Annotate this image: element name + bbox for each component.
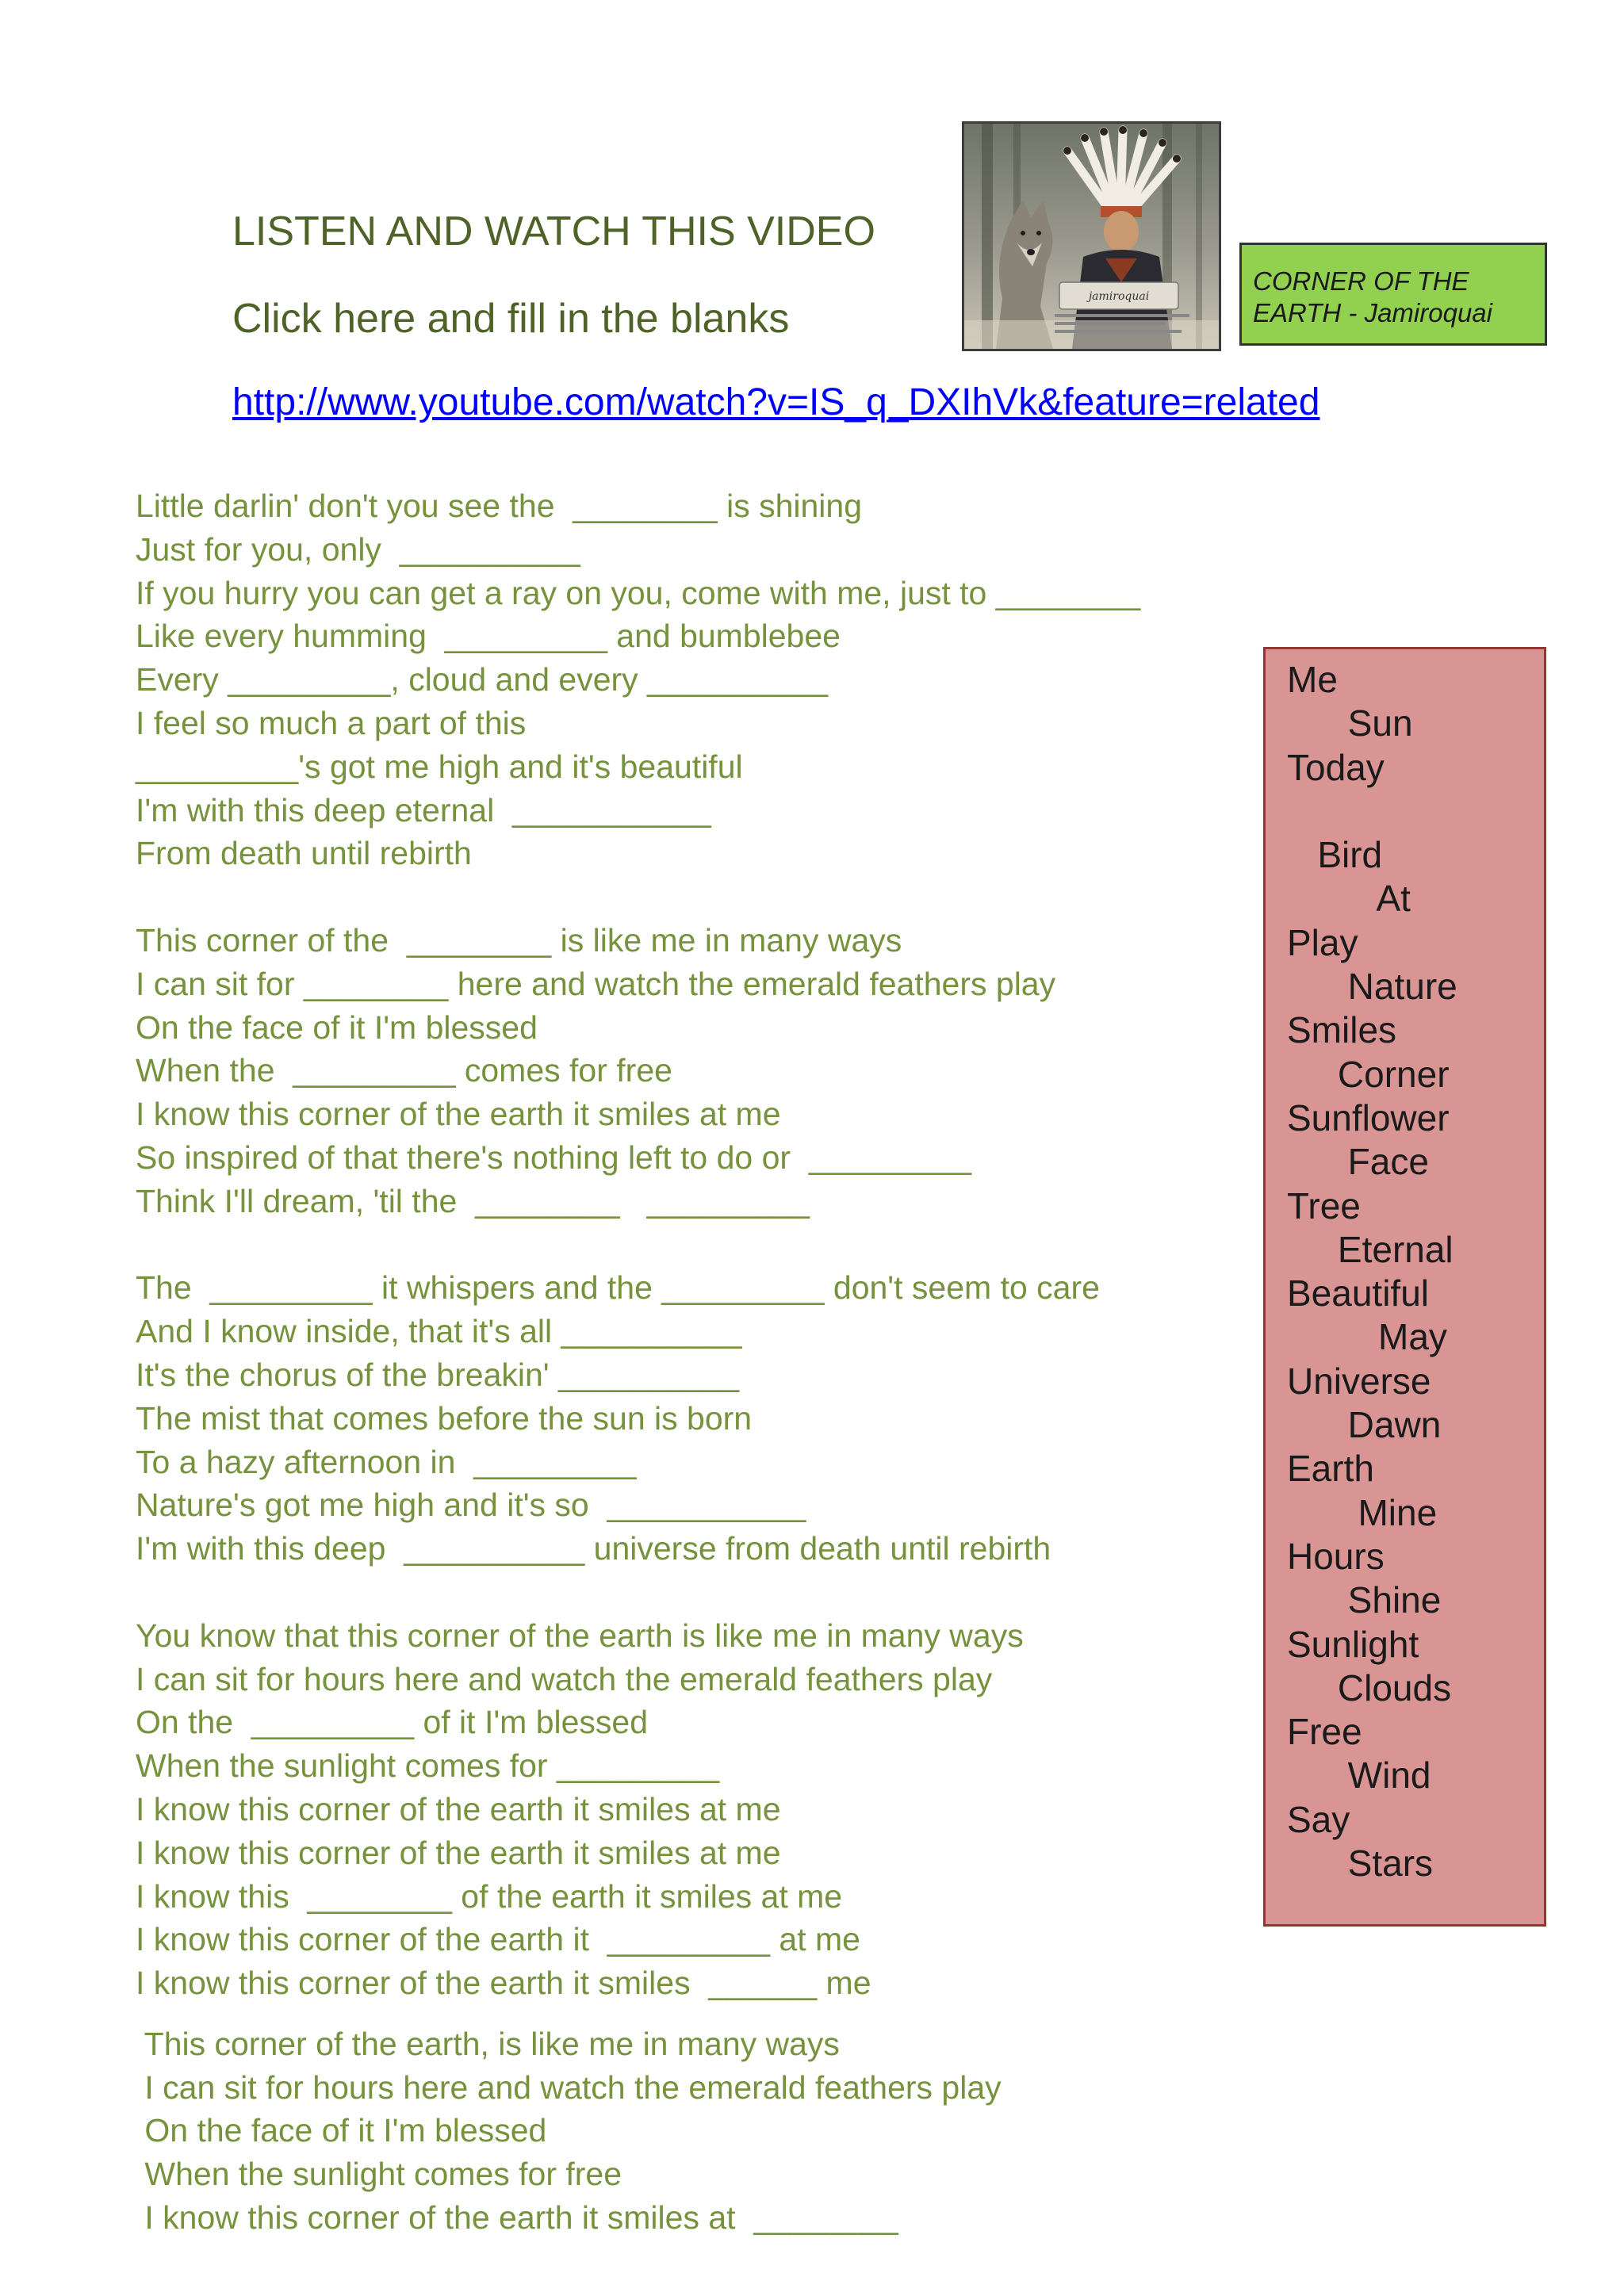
word-bank-item: Stars (1287, 1843, 1434, 1885)
word-bank-gap (1287, 790, 1544, 833)
word-bank-item: At (1287, 878, 1411, 920)
song-title-line-1: CORNER OF THE (1253, 266, 1469, 296)
lyric-line: The _________ it whispers and the _________ don't seem to care (136, 1269, 1100, 1307)
word-bank-item: Bird (1287, 834, 1383, 876)
lyric-line: When the _________ comes for free (136, 1052, 672, 1089)
lyric-line: And I know inside, that it's all __________ (136, 1313, 742, 1350)
lyric-line: I'm with this deep __________ universe from death until rebirth (136, 1530, 1051, 1567)
lyric-line: I know this corner of the earth it _________ at me (136, 1921, 860, 1958)
lyric-line: Little darlin' don't you see the ________ is shining (136, 488, 863, 524)
album-cover-image (962, 121, 1221, 351)
song-title-line-2: EARTH - Jamiroquai (1253, 298, 1492, 328)
lyric-line: Nature's got me high and it's so ___________ (136, 1487, 806, 1524)
lyric-line: From death until rebirth (136, 835, 472, 872)
lyric-line: On the _________ of it I'm blessed (136, 1704, 649, 1741)
word-bank-item: Earth (1287, 1448, 1374, 1490)
word-bank-item: Eternal (1287, 1228, 1454, 1270)
word-bank-item: Sun (1287, 702, 1413, 744)
word-bank-item: Dawn (1287, 1404, 1442, 1446)
lyric-line: I know this ________ of the earth it smiles at me (136, 1877, 843, 1915)
lyric-line: On the face of it I'm blessed (136, 2112, 547, 2149)
lyric-line: Think I'll dream, 'til the ________ _________ (136, 1182, 810, 1219)
lyric-line: I know this corner of the earth it smiles at me (136, 1096, 781, 1133)
word-bank-item: Free (1287, 1711, 1362, 1753)
stanza-break (136, 2005, 1166, 2022)
word-bank-item: Sunflower (1287, 1096, 1450, 1138)
lyric-line: I know this corner of the earth it smiles at me (136, 1790, 781, 1827)
word-bank-item: Tree (1287, 1184, 1361, 1226)
word-bank-item: Universe (1287, 1360, 1431, 1402)
lyric-line: On the face of it I'm blessed (136, 1008, 538, 1046)
lyric-line: Like every humming _________ and bumblebee (136, 618, 841, 655)
lyric-line: Just for you, only __________ (136, 530, 580, 568)
lyric-line: _________'s got me high and it's beautiful (136, 748, 743, 785)
album-label: jamiroquai (1088, 290, 1150, 303)
word-bank-item: May (1287, 1316, 1447, 1358)
lyric-line: I feel so much a part of this (136, 704, 527, 741)
word-bank-item: Wind (1287, 1755, 1431, 1797)
youtube-link[interactable]: http://www.youtube.com/watch?v=IS_q_DXIhVk&feature=related (232, 381, 1320, 423)
stanza-break (136, 1571, 1166, 1614)
stanza-break (136, 875, 1166, 919)
word-bank-item: Hours (1287, 1535, 1385, 1577)
lyric-line: When the sunlight comes for _________ (136, 1747, 720, 1785)
lyric-line: So inspired of that there's nothing left to do or _________ (136, 1138, 972, 1176)
word-bank (1263, 647, 1546, 1927)
word-bank-item: Mine (1287, 1491, 1438, 1533)
word-bank-item: Today (1287, 746, 1385, 788)
lyric-line: I can sit for hours here and watch the emerald feathers play (136, 1660, 993, 1697)
lyric-line: It's the chorus of the breakin' __________ (136, 1356, 740, 1393)
word-bank-item: Me (1287, 659, 1338, 700)
lyric-line: I'm with this deep eternal ___________ (136, 791, 711, 828)
lyric-line: To a hazy afternoon in _________ (136, 1443, 637, 1480)
instruction-subtitle: Click here and fill in the blanks (232, 296, 790, 342)
lyric-line: If you hurry you can get a ray on you, come with me, just to ________ (136, 574, 1141, 611)
lyric-line: This corner of the ________ is like me in many ways (136, 921, 902, 959)
word-bank-item: Clouds (1287, 1667, 1452, 1709)
lyric-line: I know this corner of the earth it smiles ______ me (136, 1965, 871, 2002)
lyric-line: This corner of the earth, is like me in many ways (136, 2025, 840, 2062)
lyric-line: The mist that comes before the sun is born (136, 1399, 753, 1437)
lyric-line: I can sit for hours here and watch the emerald feathers play (136, 2068, 1002, 2106)
stanza-break (136, 1223, 1166, 1267)
lyrics-block (136, 484, 1166, 2240)
lyric-line: I know this corner of the earth it smiles at ________ (136, 2199, 898, 2237)
page-title: LISTEN AND WATCH THIS VIDEO (232, 209, 875, 254)
word-bank-item: Sunlight (1287, 1623, 1419, 1665)
word-bank-item: Play (1287, 921, 1358, 963)
lyric-line: I know this corner of the earth it smiles at me (136, 1834, 781, 1871)
word-bank-item: Face (1287, 1141, 1429, 1183)
lyric-line: You know that this corner of the earth is like me in many ways (136, 1617, 1024, 1654)
lyric-line: Every _________, cloud and every __________ (136, 661, 829, 698)
lyric-line: I can sit for ________ here and watch the emerald feathers play (136, 965, 1056, 1002)
word-bank-item: Beautiful (1287, 1272, 1430, 1314)
lyric-line: When the sunlight comes for free (136, 2156, 622, 2193)
word-bank-item: Corner (1287, 1053, 1450, 1095)
word-bank-item: Say (1287, 1798, 1350, 1840)
word-bank-item: Smiles (1287, 1009, 1397, 1051)
word-bank-item: Shine (1287, 1579, 1442, 1621)
word-bank-item: Nature (1287, 966, 1457, 1008)
song-title-box (1239, 243, 1547, 346)
